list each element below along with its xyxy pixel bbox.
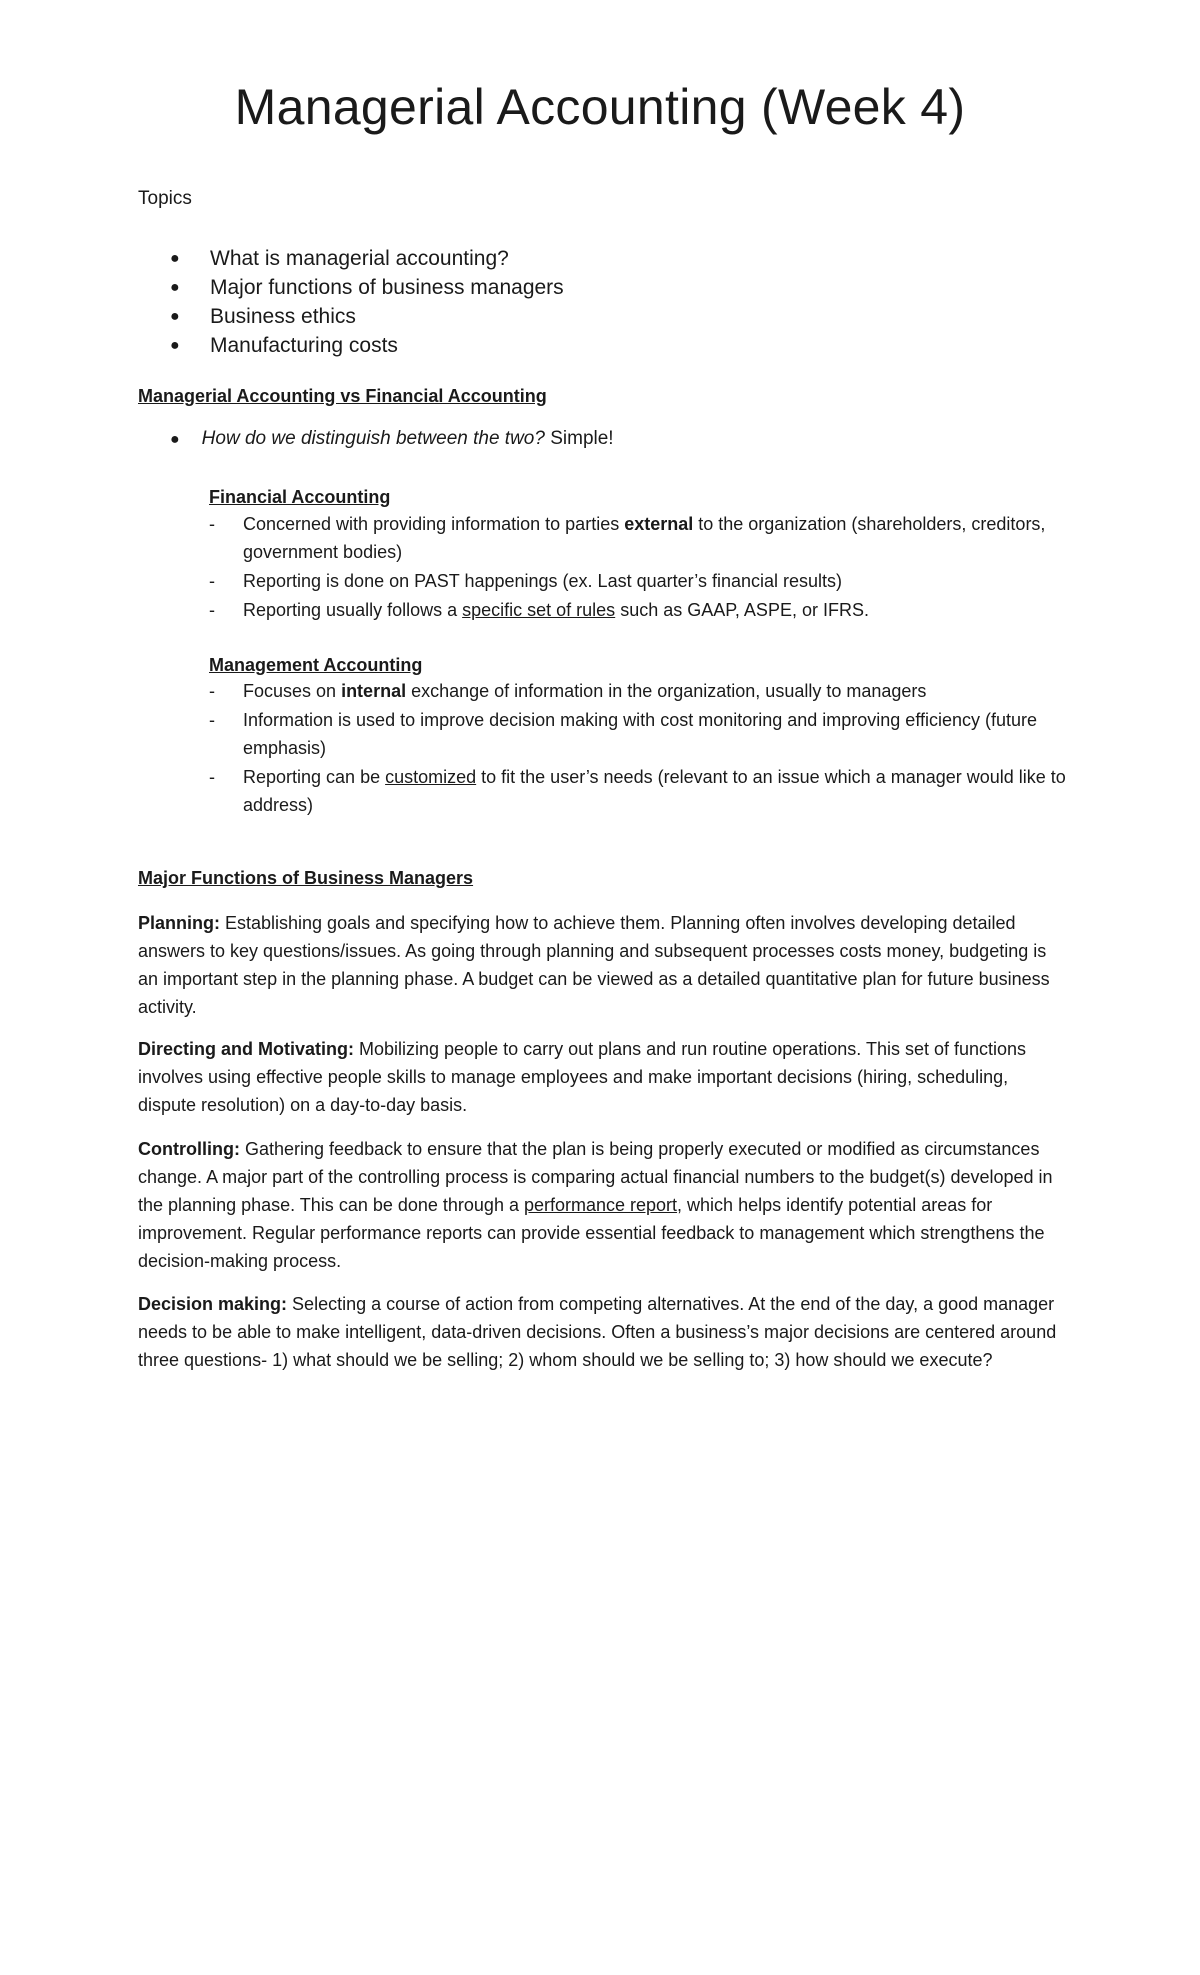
bullet-icon: ● — [170, 279, 180, 296]
section-heading-compare: Managerial Accounting vs Financial Accounting — [138, 386, 547, 406]
bullet-icon: ● — [170, 250, 180, 267]
planning-paragraph: Planning: Establishing goals and specifying how to achieve them. Planning often involves developing detailed answers to key questions/issues. As going through planning and subsequent processes costs money, budgeting is an important step in the planning phase. A budget can be viewed as a detailed quantitative plan for future business activity. — [138, 913, 1050, 1017]
list-item: - Reporting is done on PAST happenings (ex. Last quarter’s financial results) — [209, 571, 843, 591]
decision-paragraph: Decision making: Selecting a course of action from competing alternatives. At the end of the day, a good manager needs to be able to make intelligent, data-driven decisions. Often a business’s major decisions are centered around three questions- 1) what should we be selling; 2) whom should we be selling to; 3) how should we execute? — [138, 1294, 1057, 1370]
bullet-icon: ● — [170, 337, 180, 354]
directing-paragraph: Directing and Motivating: Mobilizing people to carry out plans and run routine operations. This set of functions involves using effective people skills to manage employees and make important decisions (hiring, scheduling, dispute resolution) on a day-to-day basis. — [138, 1039, 1027, 1115]
subheading-management: Management Accounting — [209, 655, 423, 675]
controlling-paragraph: Controlling: Gathering feedback to ensure that the plan is being properly executed or modified as circumstances change. A major part of the controlling process is comparing actual financial numbers to the budget(s) developed in the planning phase. This can be done through a performance report, which helps identify potential areas for improvement. Regular performance reports can provide essential feedback to management which strengthens the decision-making process. — [138, 1139, 1053, 1271]
list-item: - Information is used to improve decision making with cost monitoring and improving efficiency (future emphasis) — [209, 710, 1038, 758]
list-item: ● Business ethics — [170, 302, 564, 331]
list-item: ● What is managerial accounting? — [170, 244, 564, 273]
list-item: ● Major functions of business managers — [170, 273, 564, 302]
bullet-icon: ● — [170, 431, 180, 448]
section-heading-functions: Major Functions of Business Managers — [138, 868, 474, 888]
financial-list — [209, 510, 1079, 625]
list-item: ● Manufacturing costs — [170, 331, 564, 360]
list-item: - Reporting can be customized to fit the user’s needs (relevant to an issue which a manager would like to address) — [209, 767, 1066, 815]
page-title: Managerial Accounting (Week 4) — [234, 79, 966, 135]
topics-label: Topics — [138, 188, 192, 209]
list-item: - Reporting usually follows a specific set of rules such as GAAP, ASPE, or IFRS. — [209, 600, 869, 620]
compare-question: ● How do we distinguish between the two? Simple! — [170, 428, 614, 449]
list-item: - Focuses on internal exchange of information in the organization, usually to managers — [209, 681, 927, 701]
management-list — [209, 677, 1079, 820]
topics-list — [170, 244, 564, 360]
list-item: - Concerned with providing information to parties external to the organization (shareholders, creditors, government bodies) — [209, 514, 1046, 562]
bullet-icon: ● — [170, 308, 180, 325]
subheading-financial: Financial Accounting — [209, 487, 391, 507]
